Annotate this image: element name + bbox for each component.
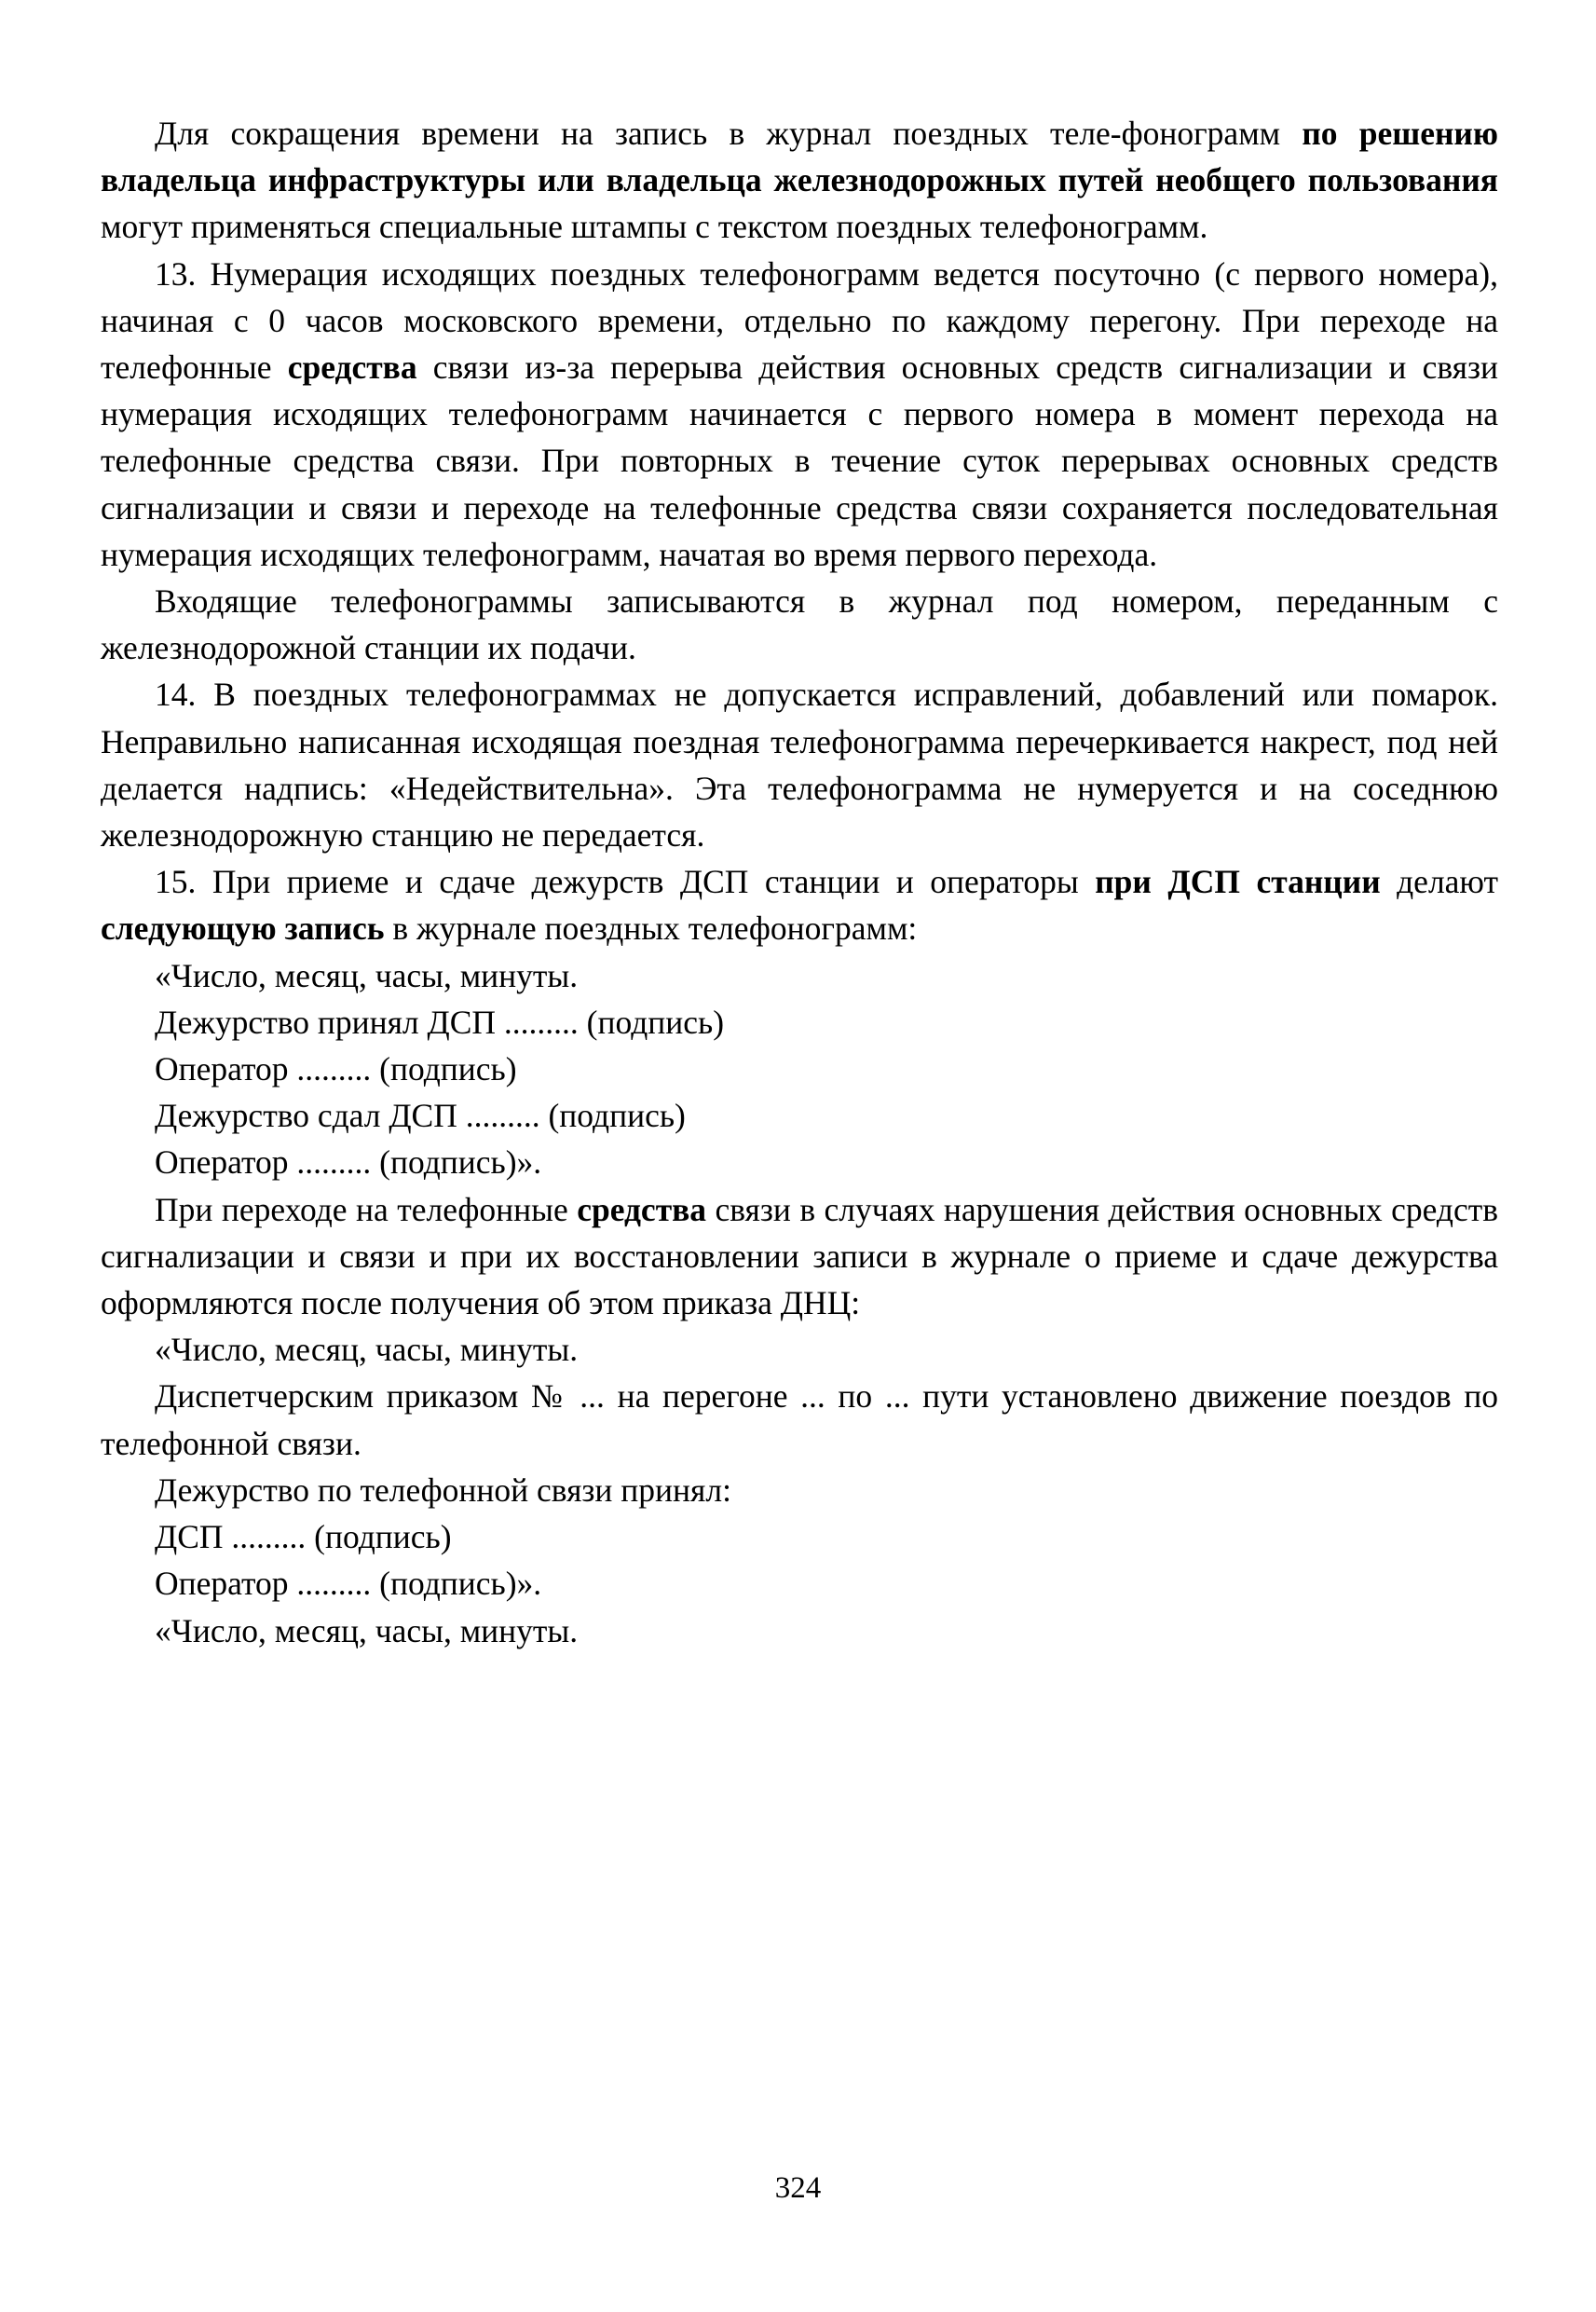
text-run: связи из-за перерыва действия основных средств сигнализации и связи нумерация исходящих телефонограмм начинается с первого номера в момент перехода на телефонные средства связи. При повторных в течение суток перерывах основных средств сигнализации и связи и переходе на телефонные средства связи сохраняется последовательная нумерация исходящих телефонограмм, начатая во время первого перехода.: [101, 349, 1498, 573]
paragraph: [101, 1046, 1498, 1092]
paragraph: [101, 952, 1498, 999]
paragraph: [101, 858, 1498, 951]
text-run-bold: средства: [287, 349, 433, 387]
paragraph: [101, 578, 1498, 671]
paragraph: [101, 1560, 1498, 1607]
text-run: Оператор ......... (подпись): [155, 1050, 517, 1088]
paragraph: [101, 1373, 1498, 1466]
text-run-bold: средства: [577, 1190, 716, 1228]
text-run: Для сокращения времени на запись в журнал поездных теле-фонограмм: [155, 115, 1303, 152]
text-run: Оператор ......... (подпись)».: [155, 1565, 542, 1603]
text-run: 15. При приеме и сдаче дежурств ДСП станции и операторы: [155, 863, 1096, 901]
text-run: «Число, месяц, часы, минуты.: [155, 1611, 579, 1649]
text-run: Дежурство сдал ДСП ......... (подпись): [155, 1097, 686, 1135]
paragraph: [101, 1139, 1498, 1185]
paragraph: [101, 1607, 1498, 1654]
paragraph: [101, 110, 1498, 251]
text-run: 14. В поездных телефонограммах не допускается исправлений, добавлений или помарок. Неправильно написанная исходящая поездная телефонограмма перечеркивается накрест, под ней делается надпись: «Недействительна». Эта телефонограмма не нумеруется и на соседнюю железнодорожную станцию не передается.: [101, 676, 1498, 855]
text-run-bold: по решению владельца инфраструктуры или владельца железнодорожных путей необщего пользования: [101, 115, 1498, 199]
paragraph: [101, 1092, 1498, 1139]
text-run: связи в случаях нарушения действия основных средств сигнализации и связи и при их восстановлении записи в журнале о приеме и сдаче дежурства оформляются после получения об этом приказа ДНЦ:: [101, 1190, 1498, 1322]
text-run: Диспетчерским приказом № ... на перегоне ... по ... пути установлено движение поездов по телефонной связи.: [101, 1377, 1498, 1462]
paragraph: [101, 1467, 1498, 1513]
text-run: 13. Нумерация исходящих поездных телефонограмм ведется посуточно (с первого номера), начиная с 0 часов московского времени, отдельно по каждому перегону. При переходе на телефонные: [101, 254, 1498, 387]
text-run: Входящие телефонограммы записываются в журнал под номером, переданным с железнодорожной станции их подачи.: [101, 582, 1498, 667]
text-run: могут применяться специальные штампы с текстом поездных телефонограмм.: [101, 208, 1208, 246]
text-run: При переходе на телефонные: [155, 1190, 578, 1228]
page-number: 324: [774, 2171, 822, 2205]
paragraph: [101, 671, 1498, 858]
text-run-bold: следующую запись: [101, 910, 393, 948]
text-run: делают: [1397, 863, 1498, 901]
text-run: «Число, месяц, часы, минуты.: [155, 1331, 579, 1369]
paragraph: [101, 251, 1498, 578]
text-run: «Число, месяц, часы, минуты.: [155, 956, 579, 994]
text-run: в журнале поездных телефонограмм:: [392, 910, 918, 948]
paragraph: [101, 1186, 1498, 1327]
paragraph: [101, 1326, 1498, 1373]
text-run: Дежурство по телефонной связи принял:: [155, 1471, 731, 1509]
text-run-bold: при ДСП станции: [1095, 863, 1398, 901]
text-run: Оператор ......... (подпись)».: [155, 1143, 542, 1182]
paragraph: [101, 999, 1498, 1046]
text-run: ДСП ......... (подпись): [155, 1518, 452, 1556]
text-run: Дежурство принял ДСП ......... (подпись): [155, 1003, 725, 1041]
page-body: [101, 110, 1498, 1654]
paragraph: [101, 1513, 1498, 1560]
